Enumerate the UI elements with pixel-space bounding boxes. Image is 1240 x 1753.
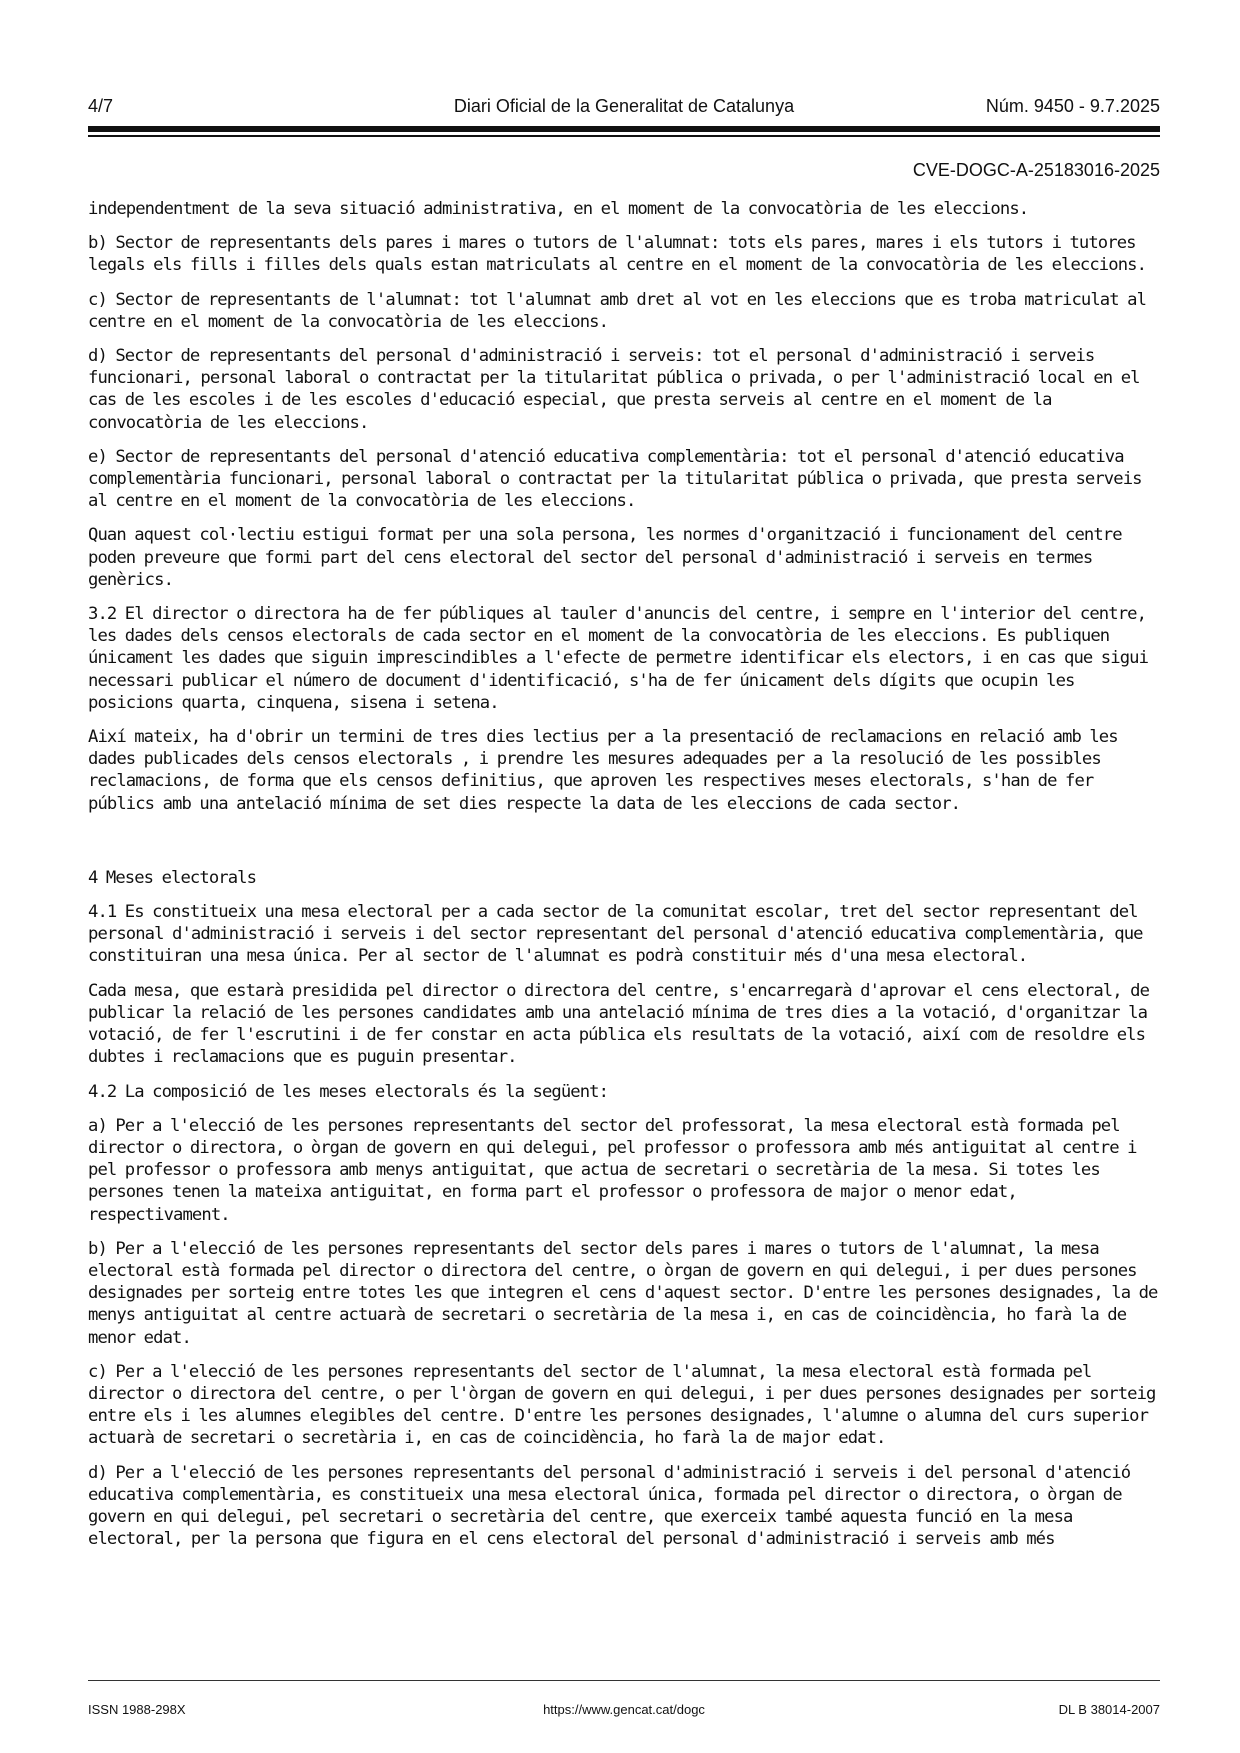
paragraph: Quan aquest col·lectiu estigui format per una sola persona, les normes d'organització i funcionament del centre poden preveure que formi part del cens electoral del sector del personal d'administració i serveis en termes genèrics.: [88, 525, 1122, 590]
paragraph: b) Per a l'elecció de les persones representants del sector dels pares i mares o tutors de l'alumnat, la mesa electoral està formada pel director o directora del centre, o òrgan de govern en qui delegui, i per dues persones designades per sorteig entre totes les que integren el cens d'aquest sector. D'entre les persones designades, la de menys antiguitat al centre actuarà de secretari o secretària de la mesa i, en cas de coincidència, ho farà la de menor edat.: [88, 1238, 1158, 1348]
page-number: 4/7: [88, 96, 114, 116]
footer-rule: [88, 1680, 1160, 1681]
paragraph: d) Sector de representants del personal d'administració i serveis: tot el personal d'administració i serveis funcionari, personal laboral o contractat per la titularitat pública o privada, o per l'administració local en el cas de les escoles i de les escoles d'educació especial, que presta serveis al centre en el moment de la convocatòria de les eleccions.: [88, 346, 1140, 433]
paragraph: Cada mesa, que estarà presidida pel director o directora del centre, s'encarregarà d'aprovar el cens electoral, de publicar la relació de les persones candidates amb una antelació mínima de tres dies a la votació, d'organitzar la votació, de fer l'escrutini i de fer constar en acta pública els resultats de la votació, així com de resoldre els dubtes i reclamacions que es puguin presentar.: [88, 980, 1150, 1068]
journal-title: Diari Oficial de la Generalitat de Catalunya: [453, 96, 795, 116]
header-rule-thin: [88, 135, 1160, 137]
paragraph: b) Sector de representants dels pares i mares o tutors de l'alumnat: tots els pares, mares i els tutors i tutores legals els fills i filles dels quals estan matriculats al centre en el moment de la convocatòria de les eleccions.: [88, 233, 1147, 276]
document-body: [88, 198, 1160, 1562]
paragraph: c) Per a l'elecció de les persones representants del sector de l'alumnat, la mesa electoral està formada pel director o directora del centre, o per l'òrgan de govern en qui delegui, i per dues persones designades per sorteig entre els i les alumnes elegibles del centre. D'entre les persones designades, l'alumne o alumna del curs superior actuarà de secretari o secretària i, en cas de coincidència, ho farà la de major edat.: [88, 1361, 1156, 1449]
paragraph: a) Per a l'elecció de les persones representants del sector del professorat, la mesa electoral està formada pel director o directora, o òrgan de govern en qui delegui, pel professor o professora amb més antiguitat al centre i pel professor o professora amb menys antiguitat, que actua de secretari o secretària de la mesa. Si totes les persones tenen la mateixa antiguitat, en forma part el professor o professora de major o menor edat, respectivament.: [88, 1115, 1137, 1225]
issn: ISSN 1988-298X: [88, 1702, 186, 1717]
paragraph: independentment de la seva situació administrativa, en el moment de la convocatòria de les eleccions.: [88, 199, 1029, 219]
paragraph: e) Sector de representants del personal d'atenció educativa complementària: tot el personal d'atenció educativa complementària funcionari, personal laboral o contractat per la titularitat pública o privada, que presta serveis al centre en el moment de la convocatòria de les eleccions.: [88, 446, 1142, 512]
paragraph: Així mateix, ha d'obrir un termini de tres dies lectius per a la presentació de reclamacions en relació amb les dades publicades dels censos electorals , i prendre les mesures adequades per a la resolució de les possibles reclamacions, de forma que els censos definitius, que aproven les respectives meses electorals, s'han de fer públics amb una antelació mínima de set dies respecte la data de les eleccions de cada sector.: [88, 727, 1118, 814]
header-rule-thick: [88, 126, 1160, 132]
paragraph: c) Sector de representants de l'alumnat: tot l'alumnat amb dret al vot en les eleccions que es troba matriculat al centre en el moment de la convocatòria de les eleccions.: [88, 289, 1147, 332]
issue-number-date: Núm. 9450 - 9.7.2025: [985, 96, 1160, 116]
dogc-url[interactable]: https://www.gencat.cat/dogc: [543, 1702, 705, 1717]
page-header: [88, 96, 1160, 122]
paragraph: 3.2 El director o directora ha de fer públiques al tauler d'anuncis del centre, i sempre en l'interior del centre, les dades dels censos electorals de cada sector en el moment de la convocatòria de les eleccions. Es publiquen únicament les dades que siguin imprescindibles a l'efecte de permetre identificar els electors, i en cas que sigui necessari publicar el número de document d'identificació, s'ha de fer únicament dels dígits que ocupin les posicions quarta, cinquena, sisena i setena.: [88, 604, 1149, 713]
paragraph: 4.2 La composició de les meses electorals és la següent:: [88, 1081, 609, 1102]
section-heading: 4 Meses electorals: [88, 867, 257, 888]
cve-identifier: CVE-DOGC-A-25183016-2025: [912, 160, 1160, 180]
legal-deposit: DL B 38014-2007: [1058, 1702, 1160, 1717]
paragraph: 4.1 Es constitueix una mesa electoral per a cada sector de la comunitat escolar, tret del sector representant del personal d'administració i serveis i del sector representant del personal d'atenció educativa complementària, que constituiran una mesa única. Per al sector de l'alumnat es podrà constituir més d'una mesa electoral.: [88, 902, 1143, 967]
paragraph: d) Per a l'elecció de les persones representants del personal d'administració i serveis i del personal d'atenció educativa complementària, es constitueix una mesa electoral única, formada pel director o directora, o òrgan de govern en qui delegui, pel secretari o secretària del centre, que exerceix també aquesta funció en la mesa electoral, per la persona que figura en el cens electoral del personal d'administració i serveis amb més: [88, 1462, 1131, 1550]
